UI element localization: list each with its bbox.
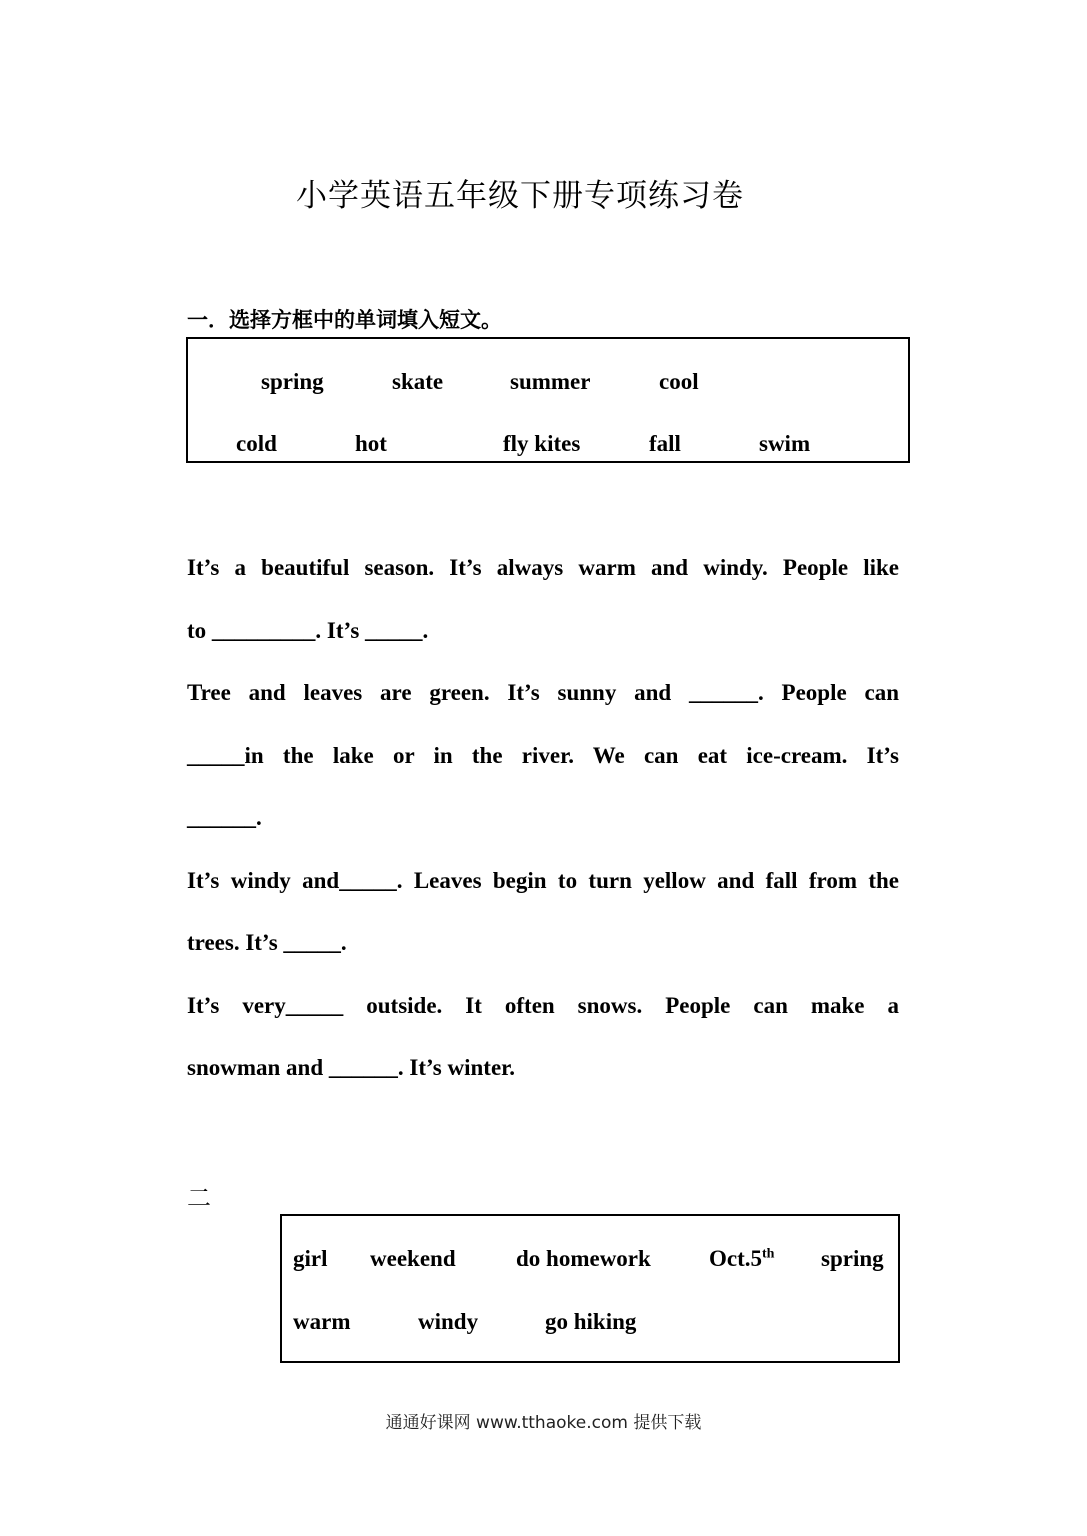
passage-line: Tree and leaves are green. It’s sunny and ______. People can <box>187 680 899 705</box>
word-box-2-word: go hiking <box>545 1309 637 1334</box>
date-text: Oct.5 <box>709 1246 763 1271</box>
word-box-2 <box>280 1214 900 1363</box>
word-box-1-word: swim <box>759 431 811 456</box>
word-box-2-word: weekend <box>370 1246 456 1271</box>
word-box-2-word: warm <box>293 1309 351 1334</box>
page-title: 小学英语五年级下册专项练习卷 <box>296 178 744 214</box>
passage-line: It’s a beautiful season. It’s always warm and windy. People like <box>187 555 899 580</box>
footer-text: 通通好课网 www.tthaoke.com 提供下载 <box>385 1413 702 1433</box>
word-box-1-word: summer <box>510 369 591 394</box>
word-box-1-word: fly kites <box>503 431 581 456</box>
word-box-1-word: fall <box>649 431 681 456</box>
word-box-1-word: spring <box>261 369 324 394</box>
word-box-2-word: girl <box>293 1246 328 1271</box>
passage-line: It’s very_____ outside. It often snows. People can make a <box>187 993 899 1018</box>
word-box-1 <box>186 337 910 463</box>
word-box-1-word: skate <box>392 369 444 394</box>
section-2-heading: 二 <box>187 1184 211 1212</box>
passage-line: _____in the lake or in the river. We can eat ice-cream. It’s <box>187 743 899 768</box>
word-box-1-word: hot <box>355 431 387 456</box>
section-1-heading: 一．选择方框中的单词填入短文。 <box>187 308 502 332</box>
word-box-2-word: spring <box>821 1246 884 1271</box>
passage-line: It’s windy and_____. Leaves begin to turn yellow and fall from the <box>187 868 899 893</box>
passage-line: snowman and ______. It’s winter. <box>187 1055 516 1080</box>
passage-line: ______. <box>187 805 262 830</box>
passage-line: trees. It’s _____. <box>187 930 347 955</box>
word-box-1-word: cool <box>659 369 699 394</box>
word-box-2-word: windy <box>418 1309 479 1334</box>
word-box-1-word: cold <box>236 431 277 456</box>
passage-line: to _________. It’s _____. <box>187 618 429 643</box>
ordinal-suffix: th <box>762 1246 775 1262</box>
word-box-2-word <box>709 1246 774 1272</box>
word-box-2-word: do homework <box>516 1246 651 1271</box>
